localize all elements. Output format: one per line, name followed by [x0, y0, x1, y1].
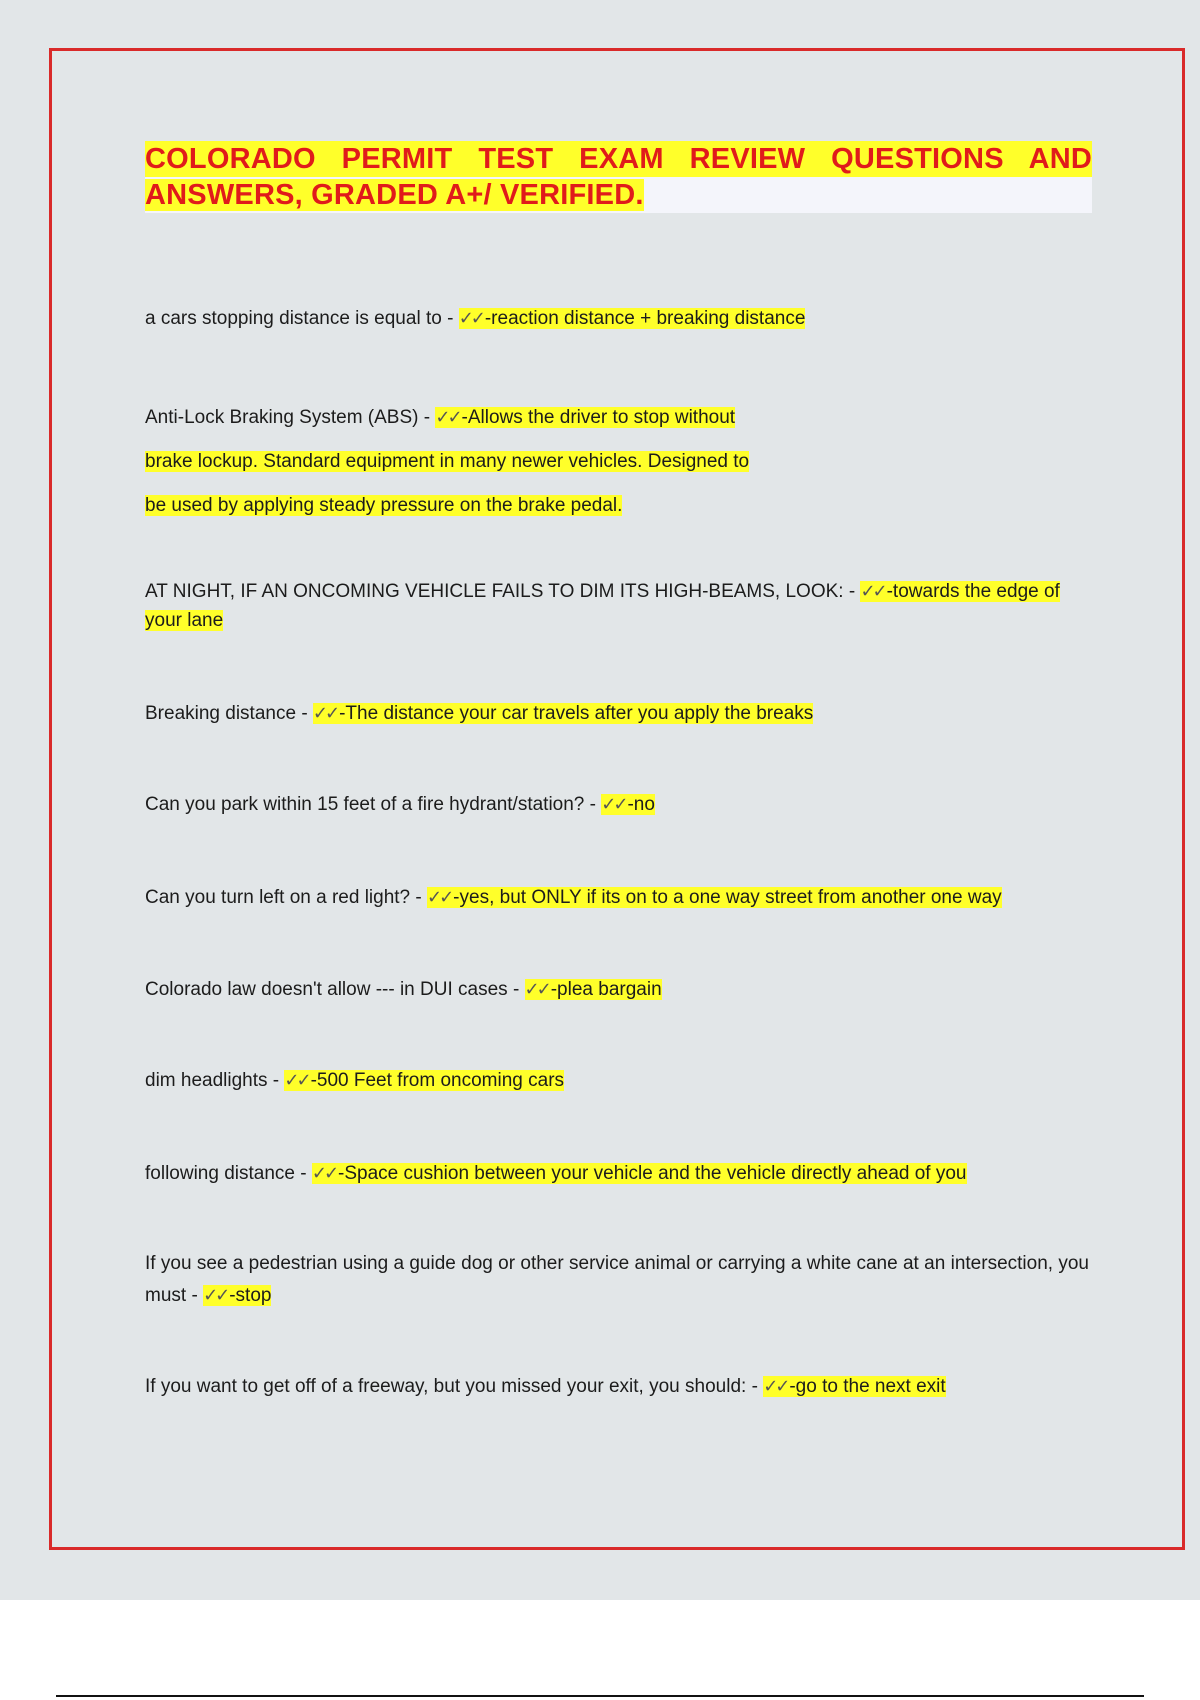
question-text: Can you turn left on a red light? - — [145, 887, 427, 908]
qa-item — [145, 577, 1089, 635]
answer-highlight — [435, 407, 735, 428]
answer-highlight — [427, 887, 1002, 908]
double-check-icon: ✓✓ — [458, 308, 483, 329]
double-check-icon: ✓✓ — [311, 1163, 337, 1184]
answer-text-line-2: your lane — [145, 610, 224, 631]
answer-text: -Allows the driver to stop without — [461, 407, 736, 428]
answer-text-line-3: be used by applying steady pressure on the brake pedal. — [145, 495, 623, 516]
answer-highlight — [284, 1070, 564, 1091]
answer-text: -go to the next exit — [789, 1376, 946, 1397]
answer-highlight — [313, 703, 813, 724]
qa-item — [145, 1248, 1089, 1312]
double-check-icon: ✓✓ — [284, 1070, 309, 1091]
qa-item — [145, 1065, 1089, 1097]
answer-text: -no — [627, 794, 655, 815]
qa-item — [145, 974, 1089, 1006]
answer-text-line-2: brake lockup. Standard equipment in many newer vehicles. Designed to — [145, 451, 750, 472]
qa-item — [145, 303, 1089, 335]
question-text: AT NIGHT, IF AN ONCOMING VEHICLE FAILS TO DIM ITS HIGH-BEAMS, LOOK: - — [145, 581, 861, 602]
double-check-icon: ✓✓ — [427, 887, 452, 908]
question-text: If you want to get off of a freeway, but you missed your exit, you should: - — [145, 1376, 764, 1397]
answer-highlight — [203, 1285, 271, 1306]
question-text: Anti-Lock Braking System (ABS) - — [145, 407, 436, 428]
answer-highlight — [763, 1376, 946, 1397]
qa-item — [145, 789, 1089, 821]
answer-text: -yes, but ONLY if its on to a one way street from another one way — [453, 887, 1002, 908]
answer-text: -plea bargain — [550, 979, 662, 1000]
double-check-icon: ✓✓ — [524, 979, 549, 1000]
qa-item — [145, 698, 1089, 730]
answer-text: -towards the edge of — [886, 581, 1060, 602]
qa-item — [145, 1371, 1089, 1403]
title-line-2-wrap — [145, 177, 1092, 213]
answer-text: -Space cushion between your vehicle and the vehicle directly ahead of you — [338, 1163, 967, 1184]
double-check-icon: ✓✓ — [312, 703, 338, 724]
answer-text: -The distance your car travels after you apply the breaks — [339, 703, 814, 724]
answer-highlight — [860, 581, 1059, 602]
question-text: Colorado law doesn't allow --- in DUI cases - — [145, 979, 525, 1000]
double-check-icon: ✓✓ — [435, 407, 460, 428]
question-text: dim headlights - — [145, 1070, 285, 1091]
qa-item — [145, 396, 1089, 528]
double-check-icon: ✓✓ — [860, 581, 885, 602]
title-line-2: ANSWERS, GRADED A+/ VERIFIED. — [145, 179, 644, 211]
double-check-icon: ✓✓ — [601, 794, 626, 815]
answer-text: -reaction distance + breaking distance — [484, 308, 806, 329]
qa-item — [145, 1158, 1089, 1190]
answer-highlight — [312, 1163, 967, 1184]
answer-text: -500 Feet from oncoming cars — [310, 1070, 565, 1091]
footer-rule — [56, 1695, 1144, 1697]
question-text: a cars stopping distance is equal to - — [145, 308, 459, 329]
question-text: Breaking distance - — [145, 703, 313, 724]
answer-text: -stop — [229, 1285, 272, 1306]
document-title — [145, 141, 1092, 213]
title-line-1: COLORADO PERMIT TEST EXAM REVIEW QUESTIONS AND — [145, 143, 1092, 175]
question-text: Can you park within 15 feet of a fire hydrant/station? - — [145, 794, 602, 815]
question-text: following distance - — [145, 1163, 312, 1184]
question-text: If you see a pedestrian using a guide dog or other service animal or carrying a white cane at an intersection, you must - — [145, 1253, 1089, 1306]
answer-highlight — [459, 308, 806, 329]
answer-highlight — [525, 979, 662, 1000]
double-check-icon: ✓✓ — [763, 1376, 788, 1397]
answer-highlight — [601, 794, 655, 815]
qa-item — [145, 882, 1089, 914]
double-check-icon: ✓✓ — [203, 1285, 228, 1306]
